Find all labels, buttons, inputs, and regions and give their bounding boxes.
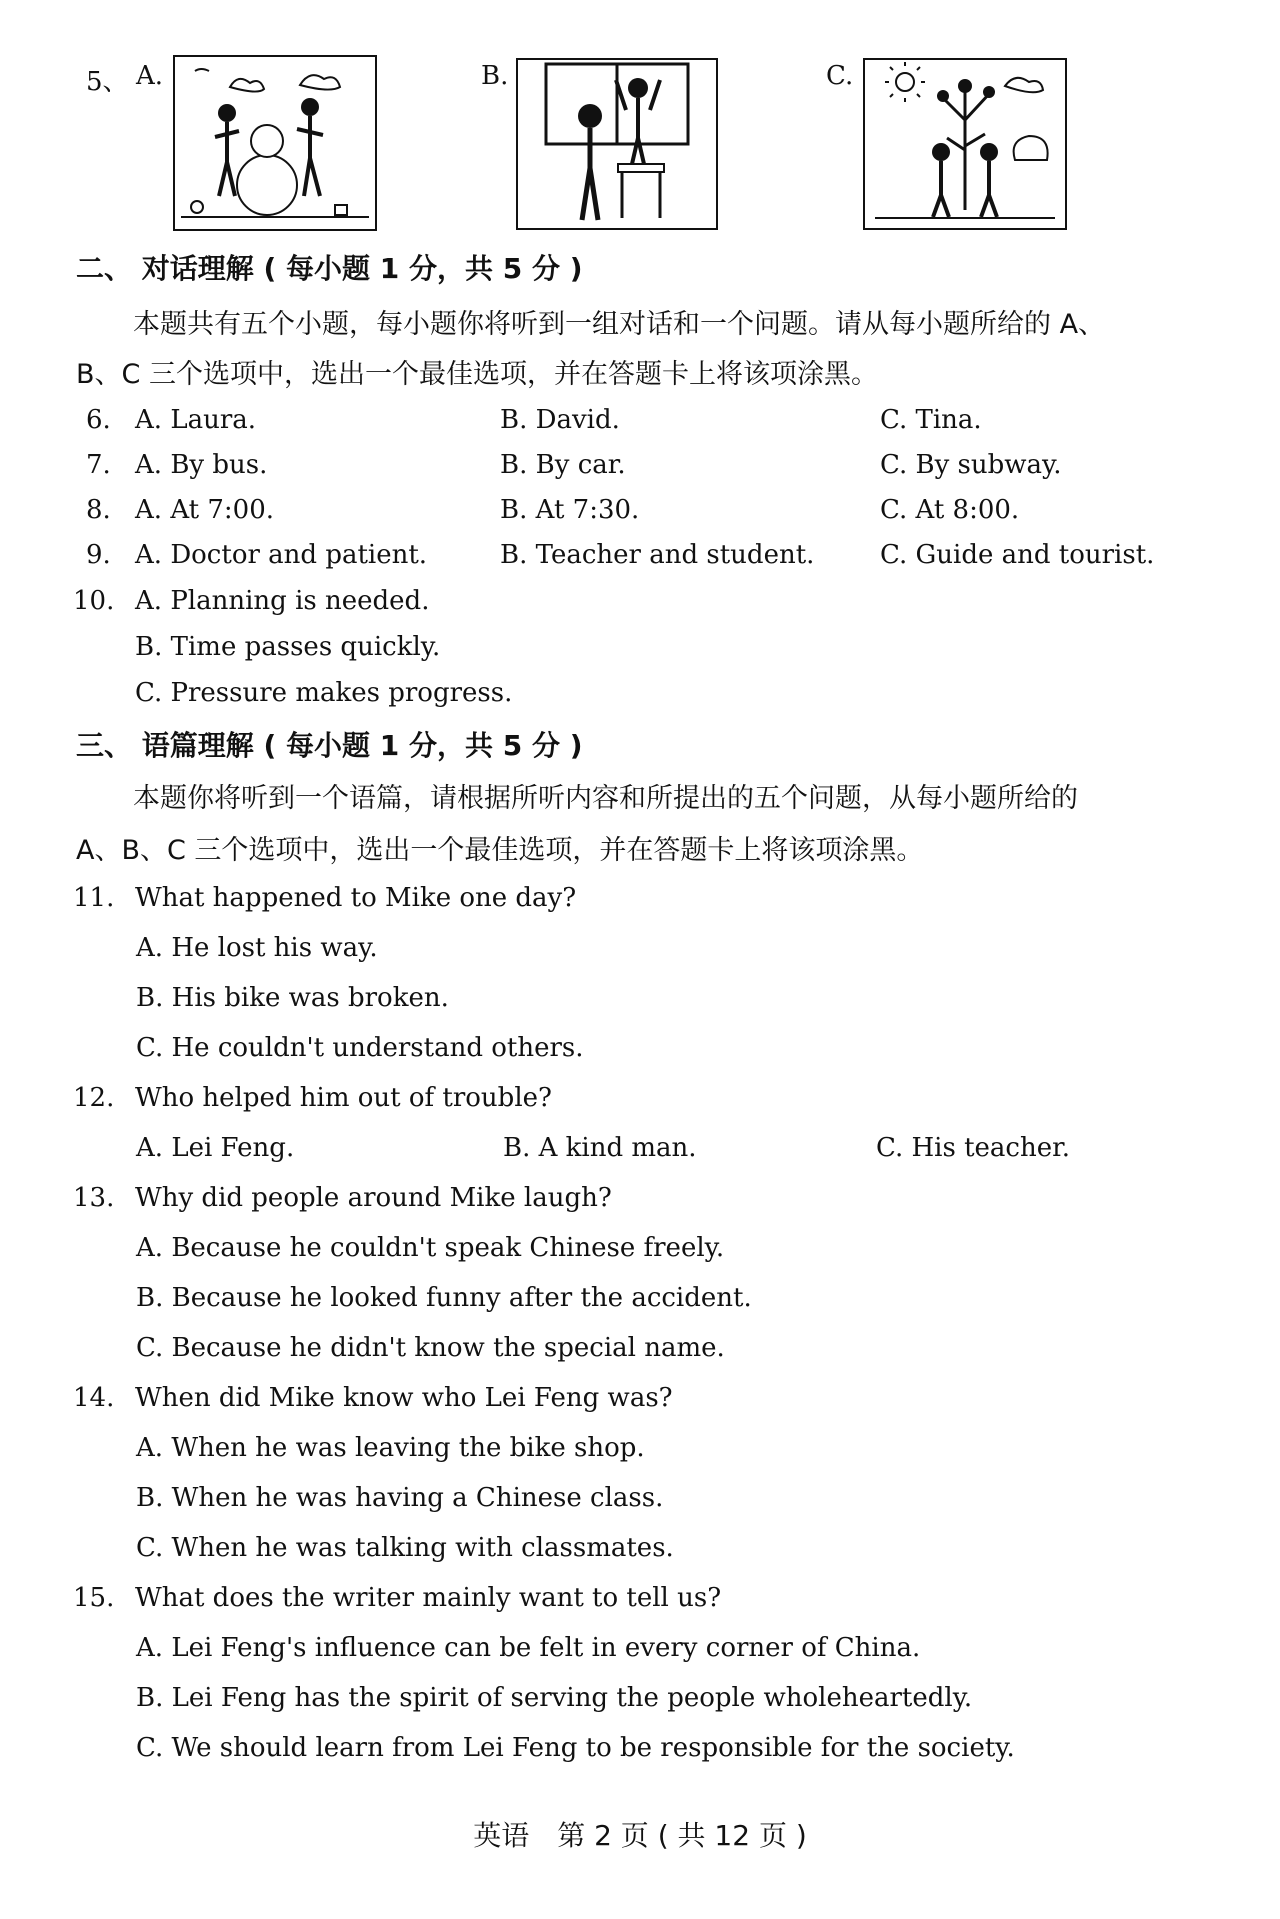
option-letter: A. [136, 1233, 164, 1263]
option-a [135, 495, 274, 525]
option-c [880, 405, 982, 435]
option-text: By bus. [170, 450, 268, 480]
option-b [500, 540, 814, 570]
picture-snowman [173, 55, 377, 231]
option-text: Time passes quickly. [170, 632, 441, 662]
option-text: Because he looked funny after the accident. [171, 1283, 752, 1313]
option-letter: C. [136, 1533, 164, 1563]
question-13-option-c [136, 1333, 725, 1363]
option-text: Lei Feng has the spirit of serving the people wholeheartedly. [171, 1683, 973, 1713]
option-a [135, 405, 256, 435]
question-number: 8. [86, 495, 111, 525]
option-c [876, 1133, 1070, 1163]
option-c [880, 450, 1062, 480]
question-14-option-b [136, 1483, 663, 1513]
section-2-title: 二、 对话理解 ( 每小题 1 分，共 5 分 ) [76, 252, 583, 285]
option-text: When he was having a Chinese class. [171, 1483, 664, 1513]
window-cleaning-illustration [518, 60, 716, 228]
option-text: Laura. [170, 405, 257, 435]
option-text: When he was talking with classmates. [171, 1533, 674, 1563]
option-text: He lost his way. [171, 933, 378, 963]
option-a [135, 450, 267, 480]
question-11-option-a [136, 933, 378, 963]
option-letter: A. [136, 1133, 164, 1163]
option-letter: B. [136, 1283, 164, 1313]
question-text: When did Mike know who Lei Feng was? [135, 1383, 673, 1413]
option-c-label: C. [826, 61, 854, 91]
question-11-option-b [136, 983, 449, 1013]
section-2-instruction: 本题共有五个小题，每小题你将听到一组对话和一个问题。请从每小题所给的 A、 [133, 309, 1106, 340]
option-letter: B. [500, 495, 528, 525]
question-number: 13. [73, 1183, 115, 1213]
option-letter: C. [880, 405, 908, 435]
option-a-label: A. [136, 61, 164, 91]
question-number: 12. [73, 1083, 115, 1113]
option-text: At 7:00. [170, 495, 274, 525]
option-text: By subway. [915, 450, 1062, 480]
snowman-illustration [175, 57, 375, 229]
option-letter: A. [135, 495, 163, 525]
question-11-option-c [136, 1033, 584, 1063]
option-b-label: B. [481, 61, 509, 91]
option-text: David. [535, 405, 620, 435]
question-15-option-a [136, 1633, 920, 1663]
option-text: By car. [535, 450, 626, 480]
question-text: What does the writer mainly want to tell us? [135, 1583, 722, 1613]
question-14-option-c [136, 1533, 674, 1563]
question-number: 9. [86, 540, 111, 570]
question-text: What happened to Mike one day? [135, 883, 577, 913]
option-letter: B. [136, 1483, 164, 1513]
option-text: His teacher. [911, 1133, 1070, 1163]
option-letter: C. [135, 678, 163, 708]
page-footer: 英语 第 2 页 ( 共 12 页 ) [473, 1819, 807, 1852]
option-b [500, 450, 626, 480]
option-text: Lei Feng's influence can be felt in every corner of China. [171, 1633, 921, 1663]
question-13-option-b [136, 1283, 752, 1313]
option-letter: B. [136, 983, 164, 1013]
option-letter: C. [136, 1333, 164, 1363]
option-text: Because he couldn't speak Chinese freely. [171, 1233, 725, 1263]
option-c [880, 540, 1154, 570]
option-text: His bike was broken. [171, 983, 449, 1013]
question-number: 10. [73, 586, 115, 616]
option-letter: C. [880, 450, 908, 480]
option-letter: A. [135, 450, 163, 480]
option-letter: A. [136, 933, 164, 963]
option-letter: B. [136, 1683, 164, 1713]
option-text: Lei Feng. [171, 1133, 295, 1163]
option-letter: A. [135, 405, 163, 435]
option-text: Doctor and patient. [170, 540, 428, 570]
option-letter: B. [135, 632, 163, 662]
option-text: Tina. [915, 405, 982, 435]
section-3-title: 三、 语篇理解 ( 每小题 1 分，共 5 分 ) [76, 729, 583, 762]
question-10-option-b [135, 632, 440, 662]
option-text: Planning is needed. [170, 586, 430, 616]
question-number: 6. [86, 405, 111, 435]
option-letter: C. [880, 495, 908, 525]
question-number: 15. [73, 1583, 115, 1613]
option-letter: B. [500, 450, 528, 480]
option-text: At 8:00. [915, 495, 1020, 525]
option-letter: C. [136, 1033, 164, 1063]
question-10-option-c [135, 678, 512, 708]
option-letter: B. [503, 1133, 531, 1163]
section-3-instruction-cont: A、B、C 三个选项中，选出一个最佳选项，并在答题卡上将该项涂黑。 [76, 835, 924, 866]
option-text: We should learn from Lei Feng to be responsible for the society. [171, 1733, 1015, 1763]
option-a [136, 1133, 294, 1163]
option-b [503, 1133, 697, 1163]
option-letter: B. [500, 540, 528, 570]
question-13-option-a [136, 1233, 724, 1263]
option-a [135, 540, 427, 570]
question-14-option-a [136, 1433, 645, 1463]
section-3-instruction: 本题你将听到一个语篇，请根据所听内容和所提出的五个问题，从每小题所给的 [133, 783, 1078, 814]
option-letter: C. [136, 1733, 164, 1763]
question-number: 5、 [86, 67, 129, 97]
option-text: At 7:30. [535, 495, 640, 525]
option-text: Guide and tourist. [915, 540, 1155, 570]
picture-tree-planting [863, 58, 1067, 230]
option-b [500, 405, 620, 435]
option-letter: A. [136, 1633, 164, 1663]
option-text: Because he didn't know the special name. [171, 1333, 725, 1363]
section-2-instruction-cont: B、C 三个选项中，选出一个最佳选项，并在答题卡上将该项涂黑。 [76, 359, 878, 390]
option-text: Pressure makes progress. [170, 678, 513, 708]
option-letter: A. [136, 1433, 164, 1463]
option-letter: C. [880, 540, 908, 570]
question-5-pictures [0, 55, 1280, 245]
question-number: 11. [73, 883, 115, 913]
question-15-option-c [136, 1733, 1015, 1763]
option-a [135, 586, 429, 616]
picture-window-cleaning [516, 58, 718, 230]
option-letter: C. [876, 1133, 904, 1163]
option-letter: A. [135, 586, 163, 616]
option-letter: A. [135, 540, 163, 570]
question-text: Who helped him out of trouble? [135, 1083, 552, 1113]
tree-planting-illustration [865, 60, 1065, 228]
option-text: Teacher and student. [535, 540, 815, 570]
question-text: Why did people around Mike laugh? [135, 1183, 612, 1213]
option-text: When he was leaving the bike shop. [171, 1433, 645, 1463]
option-text: A kind man. [538, 1133, 697, 1163]
option-c [880, 495, 1019, 525]
option-b [500, 495, 639, 525]
question-15-option-b [136, 1683, 972, 1713]
option-letter: B. [500, 405, 528, 435]
question-number: 7. [86, 450, 111, 480]
question-number: 14. [73, 1383, 115, 1413]
option-text: He couldn't understand others. [171, 1033, 584, 1063]
